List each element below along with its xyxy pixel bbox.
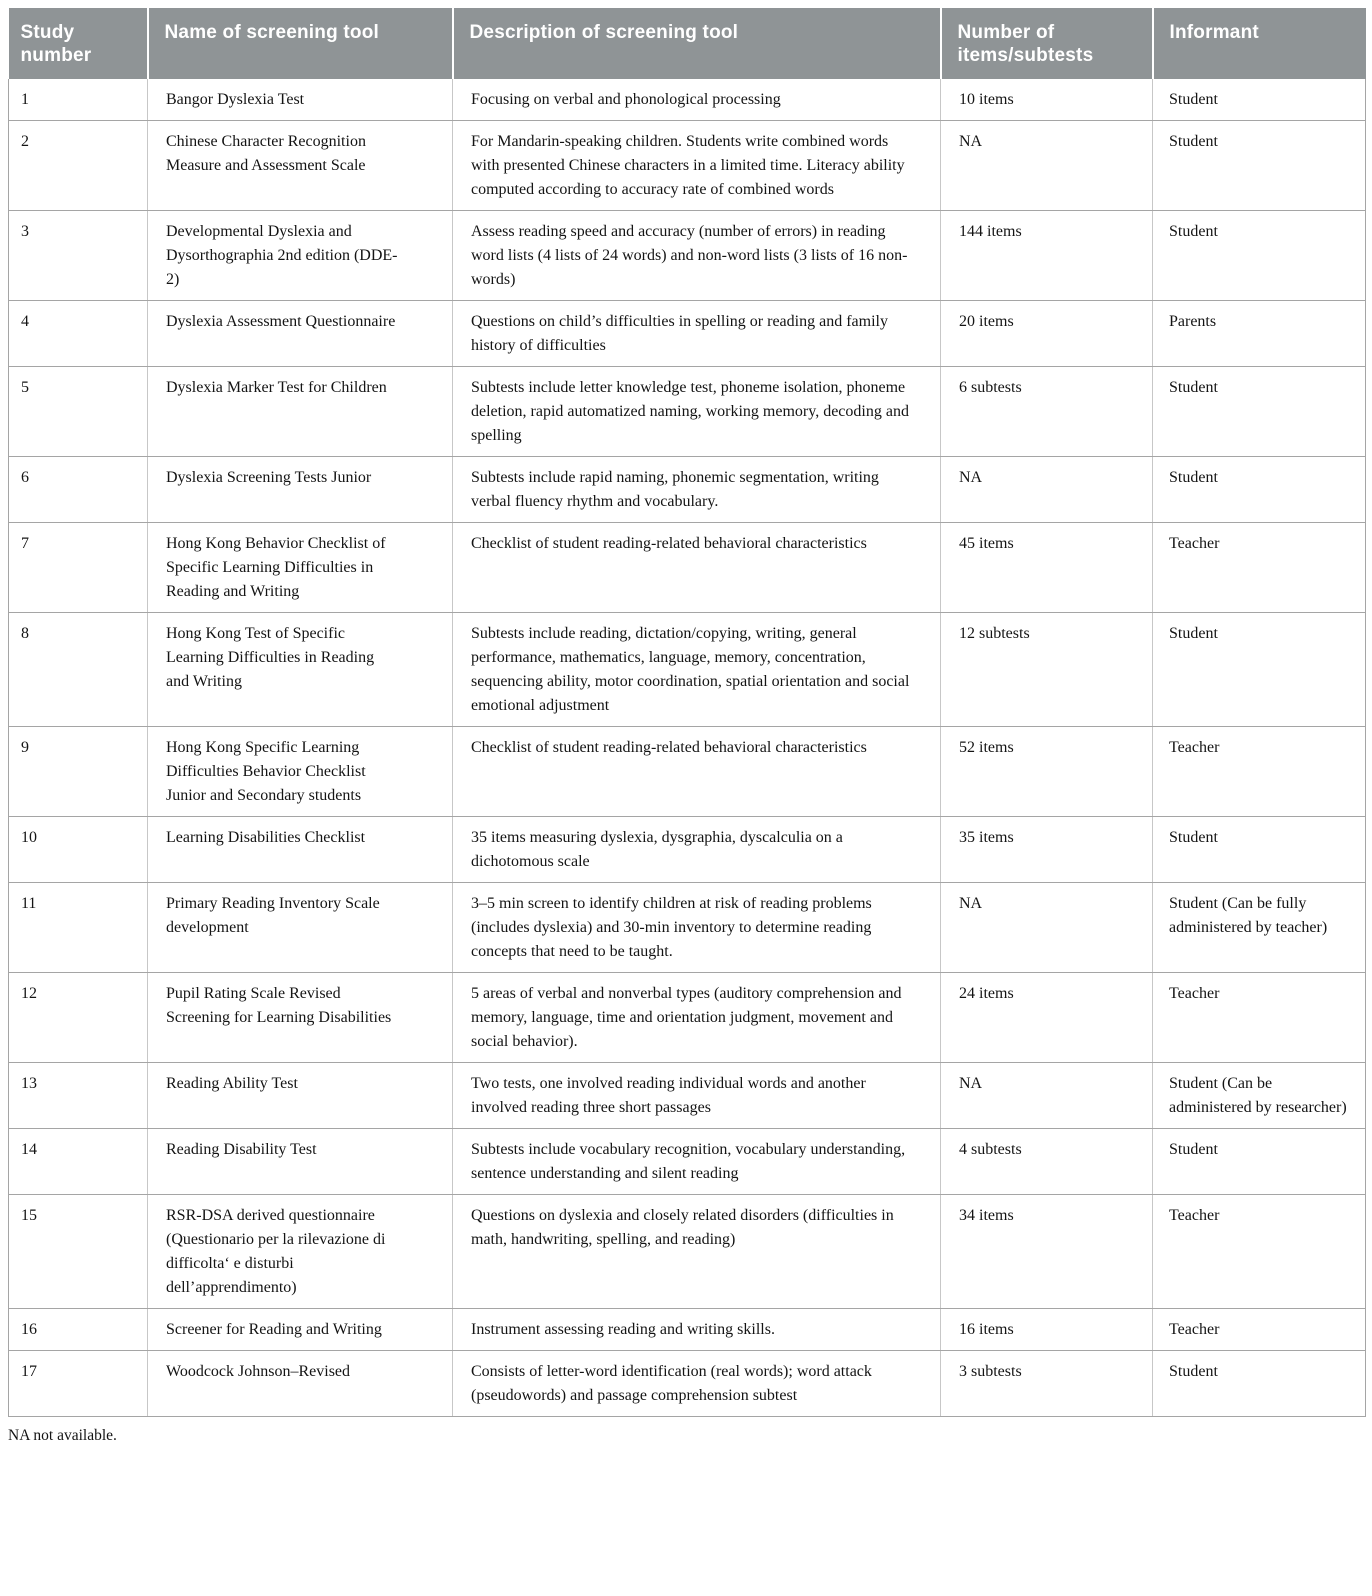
cell-description: Subtests include letter knowledge test, phoneme isolation, phoneme deletion, rapid automatized naming, working memory, decoding and spelling (453, 367, 941, 457)
cell-number: 5 (9, 367, 148, 457)
cell-items: NA (941, 457, 1153, 523)
cell-name: Learning Disabilities Checklist (148, 817, 453, 883)
table-row (9, 1351, 1366, 1417)
cell-number: 3 (9, 211, 148, 301)
cell-number: 4 (9, 301, 148, 367)
cell-informant: Student (1153, 1351, 1366, 1417)
cell-informant: Teacher (1153, 727, 1366, 817)
table-footnote: NA not available. (8, 1427, 117, 1444)
cell-number: 8 (9, 613, 148, 727)
screening-tools-table (8, 8, 1366, 1417)
cell-items: 45 items (941, 523, 1153, 613)
table-body (9, 79, 1366, 1417)
cell-description: Consists of letter-word identification (real words); word attack (pseudowords) and passage comprehension subtest (453, 1351, 941, 1417)
col-header-informant: Informant (1153, 8, 1366, 79)
cell-name: Hong Kong Specific Learning Difficulties Behavior Checklist Junior and Secondary students (148, 727, 453, 817)
table-row (9, 1063, 1366, 1129)
table-row (9, 727, 1366, 817)
cell-name: Bangor Dyslexia Test (148, 79, 453, 121)
cell-items: 144 items (941, 211, 1153, 301)
cell-name: Pupil Rating Scale Revised Screening for Learning Disabilities (148, 973, 453, 1063)
cell-informant: Parents (1153, 301, 1366, 367)
cell-number: 15 (9, 1195, 148, 1309)
cell-items: 12 subtests (941, 613, 1153, 727)
cell-name: Screener for Reading and Writing (148, 1309, 453, 1351)
cell-items: 10 items (941, 79, 1153, 121)
cell-description: Checklist of student reading-related behavioral characteristics (453, 523, 941, 613)
table-row (9, 973, 1366, 1063)
col-header-items: Number of items/subtests (941, 8, 1153, 79)
cell-informant: Student (1153, 211, 1366, 301)
cell-informant: Student (1153, 121, 1366, 211)
table-header (9, 8, 1366, 79)
cell-description: 3–5 min screen to identify children at risk of reading problems (includes dyslexia) and 30-min inventory to determine reading concepts that need to be taught. (453, 883, 941, 973)
cell-name: Reading Ability Test (148, 1063, 453, 1129)
table-row (9, 79, 1366, 121)
cell-description: Checklist of student reading-related behavioral characteristics (453, 727, 941, 817)
cell-number: 10 (9, 817, 148, 883)
cell-name: Woodcock Johnson–Revised (148, 1351, 453, 1417)
cell-informant: Student (1153, 613, 1366, 727)
cell-description: For Mandarin-speaking children. Students write combined words with presented Chinese characters in a limited time. Literacy ability computed according to accuracy rate of combined words (453, 121, 941, 211)
cell-informant: Student (1153, 457, 1366, 523)
cell-informant: Teacher (1153, 1195, 1366, 1309)
header-row (9, 8, 1366, 79)
cell-items: 4 subtests (941, 1129, 1153, 1195)
cell-number: 14 (9, 1129, 148, 1195)
cell-description: Focusing on verbal and phonological processing (453, 79, 941, 121)
cell-number: 17 (9, 1351, 148, 1417)
cell-informant: Student (Can be administered by researcher) (1153, 1063, 1366, 1129)
cell-name: Dyslexia Marker Test for Children (148, 367, 453, 457)
table-row (9, 367, 1366, 457)
cell-description: Two tests, one involved reading individual words and another involved reading three short passages (453, 1063, 941, 1129)
cell-description: Subtests include vocabulary recognition, vocabulary understanding, sentence understanding and silent reading (453, 1129, 941, 1195)
cell-number: 12 (9, 973, 148, 1063)
cell-name: Chinese Character Recognition Measure and Assessment Scale (148, 121, 453, 211)
cell-name: Hong Kong Test of Specific Learning Difficulties in Reading and Writing (148, 613, 453, 727)
cell-items: 16 items (941, 1309, 1153, 1351)
cell-informant: Teacher (1153, 523, 1366, 613)
cell-name: Dyslexia Screening Tests Junior (148, 457, 453, 523)
col-header-study-number: Study number (9, 8, 148, 79)
cell-items: NA (941, 121, 1153, 211)
cell-items: 3 subtests (941, 1351, 1153, 1417)
cell-number: 6 (9, 457, 148, 523)
cell-name: Primary Reading Inventory Scale development (148, 883, 453, 973)
cell-description: Questions on child’s difficulties in spelling or reading and family history of difficulties (453, 301, 941, 367)
cell-items: 6 subtests (941, 367, 1153, 457)
cell-items: NA (941, 883, 1153, 973)
cell-description: Instrument assessing reading and writing skills. (453, 1309, 941, 1351)
col-header-name: Name of screening tool (148, 8, 453, 79)
cell-number: 13 (9, 1063, 148, 1129)
cell-informant: Student (1153, 79, 1366, 121)
cell-informant: Teacher (1153, 973, 1366, 1063)
cell-description: Subtests include reading, dictation/copying, writing, general performance, mathematics, language, memory, concentration, sequencing ability, motor coordination, spatial orientation and social emotional adjustment (453, 613, 941, 727)
table-row (9, 1195, 1366, 1309)
table-row (9, 817, 1366, 883)
table-row (9, 523, 1366, 613)
table-row (9, 1309, 1366, 1351)
cell-name: RSR-DSA derived questionnaire (Questionario per la rilevazione di difficolta‘ e disturbi dell’apprendimento) (148, 1195, 453, 1309)
cell-informant: Teacher (1153, 1309, 1366, 1351)
cell-number: 16 (9, 1309, 148, 1351)
cell-informant: Student (1153, 817, 1366, 883)
table-row (9, 121, 1366, 211)
cell-items: 52 items (941, 727, 1153, 817)
cell-informant: Student (1153, 1129, 1366, 1195)
cell-description: Questions on dyslexia and closely related disorders (difficulties in math, handwriting, spelling, and reading) (453, 1195, 941, 1309)
cell-items: 24 items (941, 973, 1153, 1063)
table-row (9, 1129, 1366, 1195)
cell-name: Developmental Dyslexia and Dysorthographia 2nd edition (DDE-2) (148, 211, 453, 301)
table-row (9, 883, 1366, 973)
cell-description: 35 items measuring dyslexia, dysgraphia, dyscalculia on a dichotomous scale (453, 817, 941, 883)
cell-items: NA (941, 1063, 1153, 1129)
cell-description: Subtests include rapid naming, phonemic segmentation, writing verbal fluency rhythm and vocabulary. (453, 457, 941, 523)
table-row (9, 301, 1366, 367)
cell-number: 11 (9, 883, 148, 973)
col-header-description: Description of screening tool (453, 8, 941, 79)
cell-description: Assess reading speed and accuracy (number of errors) in reading word lists (4 lists of 24 words) and non-word lists (3 lists of 16 non-words) (453, 211, 941, 301)
cell-number: 1 (9, 79, 148, 121)
cell-description: 5 areas of verbal and nonverbal types (auditory comprehension and memory, language, time and orientation judgment, movement and social behavior). (453, 973, 941, 1063)
cell-items: 20 items (941, 301, 1153, 367)
cell-items: 35 items (941, 817, 1153, 883)
cell-name: Reading Disability Test (148, 1129, 453, 1195)
table-row (9, 613, 1366, 727)
cell-number: 9 (9, 727, 148, 817)
table-row (9, 211, 1366, 301)
cell-number: 7 (9, 523, 148, 613)
cell-name: Dyslexia Assessment Questionnaire (148, 301, 453, 367)
cell-items: 34 items (941, 1195, 1153, 1309)
cell-name: Hong Kong Behavior Checklist of Specific Learning Difficulties in Reading and Writing (148, 523, 453, 613)
cell-informant: Student (1153, 367, 1366, 457)
table-row (9, 457, 1366, 523)
cell-number: 2 (9, 121, 148, 211)
cell-informant: Student (Can be fully administered by teacher) (1153, 883, 1366, 973)
